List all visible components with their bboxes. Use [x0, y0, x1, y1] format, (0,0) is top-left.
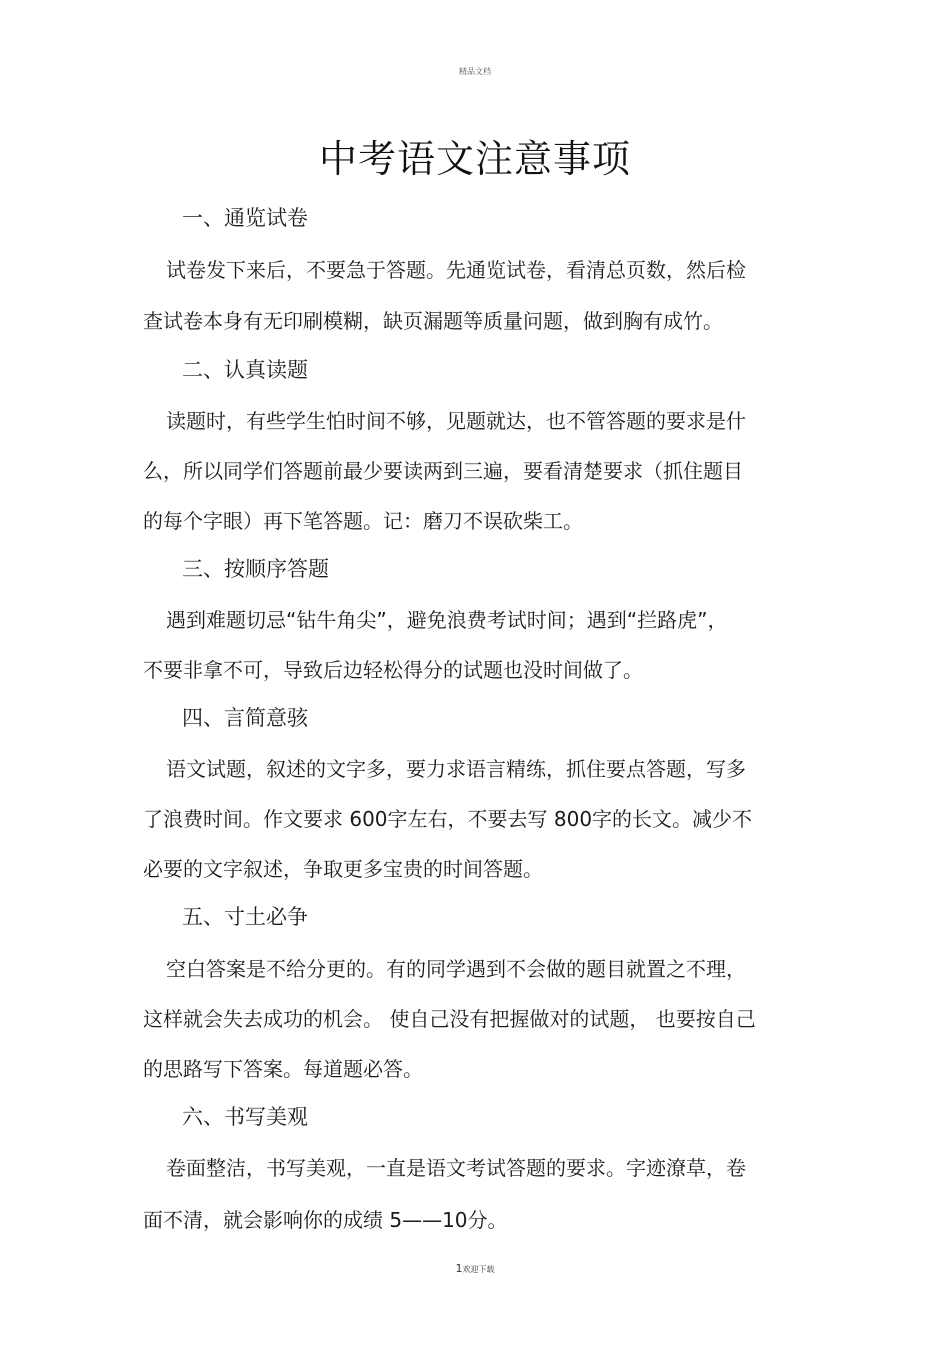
section-heading-1: 一、通览试卷 — [182, 206, 308, 230]
paragraph-line: 的每个字眼）再下笔答题。记：磨刀不误砍柴工。 — [143, 509, 583, 533]
paragraph-line: 空白答案是不给分更的。有的同学遇到不会做的题目就置之不理， — [166, 957, 746, 981]
paragraph-line: 试卷发下来后，不要急于答题。先通览试卷，看清总页数，然后检 — [166, 258, 746, 282]
document-title: 中考语文注意事项 — [318, 137, 631, 181]
footer-text: 欢迎下载 — [462, 1265, 495, 1274]
section-heading-3: 三、按顺序答题 — [182, 557, 329, 581]
paragraph-line: 面不清，就会影响你的成绩 5——10分。 — [143, 1208, 508, 1232]
section-heading-6: 六、书写美观 — [182, 1105, 308, 1129]
page-footer — [0, 1262, 950, 1275]
paragraph-line: 的思路写下答案。每道题必答。 — [143, 1057, 423, 1081]
paragraph-line: 必要的文字叙述，争取更多宝贵的时间答题。 — [143, 857, 543, 881]
paragraph-line: 不要非拿不可，导致后边轻松得分的试题也没时间做了。 — [143, 658, 643, 682]
paragraph-line: 语文试题，叙述的文字多，要力求语言精练，抓住要点答题，写多 — [166, 757, 746, 781]
page-number: 1 — [455, 1262, 463, 1275]
header-watermark: 精品文档 — [459, 67, 491, 76]
paragraph-line: 了浪费时间。作文要求 600字左右，不要去写 800字的长文。减少不 — [143, 807, 753, 831]
paragraph-line: 查试卷本身有无印刷模糊，缺页漏题等质量问题，做到胸有成竹。 — [143, 309, 723, 333]
paragraph-line: 这样就会失去成功的机会。 使自己没有把握做对的试题， 也要按自己 — [143, 1007, 756, 1031]
section-heading-5: 五、寸土必争 — [182, 905, 308, 929]
paragraph-line: 卷面整洁，书写美观，一直是语文考试答题的要求。字迹潦草，卷 — [166, 1156, 746, 1180]
section-heading-4: 四、言简意骇 — [182, 706, 308, 730]
section-heading-2: 二、认真读题 — [182, 358, 308, 382]
paragraph-line: 遇到难题切忌“钻牛角尖”，避免浪费考试时间；遇到“拦路虎”， — [166, 608, 728, 632]
paragraph-line: 读题时，有些学生怕时间不够，见题就达，也不管答题的要求是什 — [166, 409, 746, 433]
paragraph-line: 么，所以同学们答题前最少要读两到三遍，要看清楚要求（抓住题目 — [143, 459, 743, 483]
